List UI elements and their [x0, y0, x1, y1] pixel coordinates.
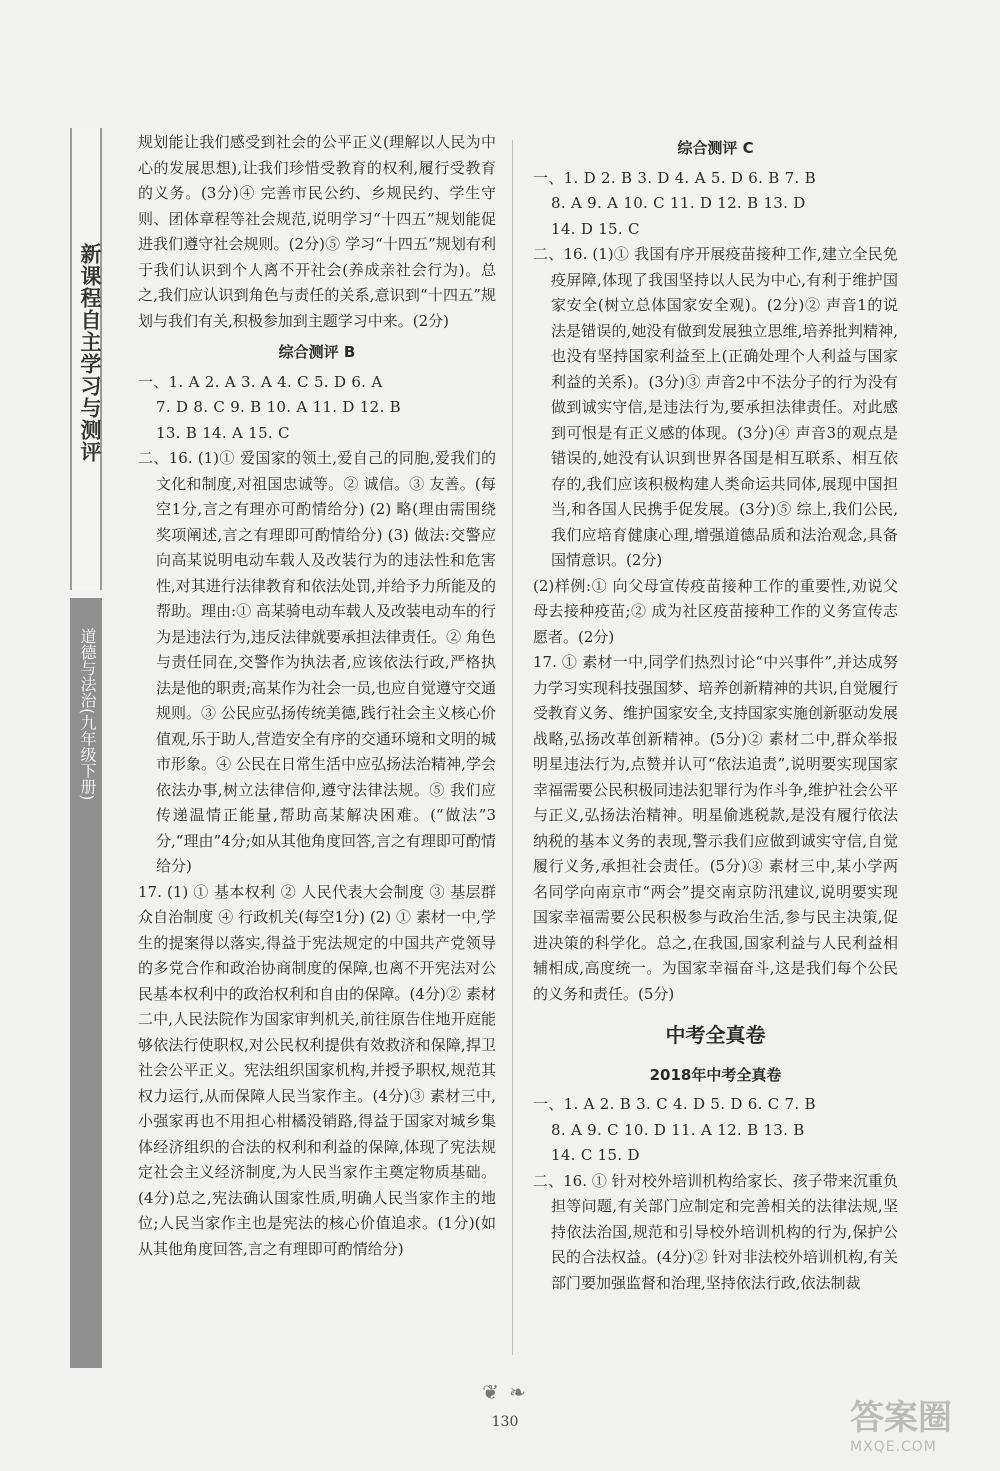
answer-line: 14. D 15. C: [551, 219, 640, 238]
question-16-c-part2: (2)样例:① 向父母宣传疫苗接种工作的重要性,劝说父母去接种疫苗;② 成为社区疫苗接种工作的义务宣传志愿者。(2分): [533, 576, 898, 646]
subject-label: 道德与法治(九年级下册): [78, 628, 97, 801]
leaf-ornament-icon: ❦ ❧: [482, 1380, 528, 1404]
sidebar-subject-box: [70, 598, 102, 1368]
question-16-2018: 二、16. ① 针对校外培训机构给家长、孩子带来沉重负担等问题,有关部门应制定和完善相关的法律法规,坚持依法治国,规范和引导校外培训机构的行为,保护公民的合法权益。(4分)② 针对非法校外培训机构,有关部门要加强监督和治理,坚持依法行政,依法制裁: [533, 1171, 898, 1292]
heading-2018: 2018年中考全真卷: [649, 1065, 782, 1084]
watermark-url: MXQE.COM: [850, 1439, 937, 1455]
question-16-c: 二、16. (1)① 我国有序开展疫苗接种工作,建立全民免疫屏障,体现了我国坚持以人民为中心,有利于维护国家安全(树立总体国家安全观)。(2分)② 声音1的说法是错误的,她没有做到发展独立思维,培养批判精神,也没有坚持国家利益至上(正确处理个人利益与国家利益的关系)。(3分)③ 声音2中不法分子的行为没有做到诚实守信,是违法行为,要承担法律责任。对此感到可恨是有正义感的体现。(3分)④ 声音3的观点是错误的,她没有认识到世界各国是相互联系、相互依存的,我们应该积极构建人类命运共同体,展现中国担当,和各国人民携手促发展。(3分)⑤ 综上,我们公民,我们应培育健康心理,增强道德品质和法治观念,具备国情意识。(2分): [533, 245, 898, 569]
answer-line: 一、1. A 2. B 3. C 4. D 5. D 6. C 7. B: [533, 1095, 816, 1113]
watermark-logo: [850, 1390, 980, 1460]
page-footer: [430, 1380, 580, 1430]
question-16-b: 二、16. (1)① 爱国家的领土,爱自己的同胞,爱我们的文化和制度,对祖国忠诚等。② 诚信。③ 友善。(每空1分,言之有理亦可酌情给分) (2) 略(理由需围绕奖项阐述,言之有理即可酌情给分) (3) 做法:交警应向高某说明电动车载人及改装行为的违法性和危害性,对其进行法律教育和依法处罚,并给予力所能及的帮助。理由:① 高某骑电动车载人及改装电动车的行为是违法行为,违反法律就要承担法律责任。② 角色与责任同在,交警作为执法者,应该依法行政,严格执法是他的职责;高某作为社会一员,也应自觉遵守交通规则。③ 公民应弘扬传统美德,践行社会主义核心价值观,乐于助人,营造安全有序的交通环境和文明的城市形象。④ 公民在日常生活中应弘扬法治精神,学会依法办事,树立法律信仰,遵守法律法规。⑤ 我们应传递温情正能量,帮助高某解决困难。(“做法”3分,“理由”4分;如从其他角度回答,言之有理即可酌情给分): [138, 449, 496, 875]
answer-line: 14. C 15. D: [551, 1146, 640, 1164]
heading-test-c: 综合测评 C: [677, 139, 754, 157]
answer-line: 一、1. D 2. B 3. D 4. A 5. D 6. B 7. B: [533, 168, 816, 187]
sidebar-title-box: [70, 128, 102, 590]
answer-line: 8. A 9. A 10. C 11. D 12. B 13. D: [551, 194, 806, 212]
watermark-text: 答案圈: [850, 1398, 952, 1438]
page-number: 130: [491, 1414, 519, 1430]
right-column: [533, 130, 898, 1296]
answer-line: 7. D 8. C 9. B 10. A 11. D 12. B: [156, 398, 401, 416]
left-column: [138, 130, 496, 1262]
sidebar: [70, 128, 102, 1368]
column-divider: [512, 140, 513, 1355]
answer-line: 13. B 14. A 15. C: [156, 423, 290, 442]
answer-line: 一、1. A 2. A 3. A 4. C 5. D 6. A: [138, 372, 383, 391]
intro-paragraph: 规划能让我们感受到社会的公平正义(理解以人民为中心的发展思想),让我们珍惜受教育的权利,履行受教育的义务。(3分)④ 完善市民公约、乡规民约、学生守则、团体章程等社会规范,说明学习“十四五”规划能促进我们遵守社会规则。(2分)⑤ 学习“十四五”规划有利于我们认识到个人离不开社会(养成亲社会行为)。总之,我们应认识到角色与责任的关系,意识到“十四五”规划与我们有关,积极参加到主题学习中来。(2分): [138, 133, 496, 330]
question-17-c: 17. ① 素材一中,同学们热烈讨论“中兴事件”,并达成努力学习实现科技强国梦、培养创新精神的共识,自觉履行受教育义务、维护国家安全,支持国家实施创新驱动发展战略,弘扬改革创新精神。(5分)② 素材二中,群众举报明星违法行为,点赞并认可“依法追责”,说明要实现国家幸福需要公民积极同违法犯罪行为作斗争,维护社会公平与正义,弘扬法治精神。明星偷逃税款,是没有履行依法纳税的基本义务的表现,警示我们应做到诚实守信,自觉履行义务,承担社会责任。(5分)③ 素材三中,某小学两名同学向南京市“两会”提交南京防汛建议,说明要实现国家幸福需要公民积极参与政治生活,参与民主决策,促进决策的科学化。总之,在我国,国家利益与人民利益相辅相成,高度统一。为国家幸福奋斗,这是我们每个公民的义务和责任。(5分): [533, 653, 898, 1003]
book-title: 新课程自主学习与测评: [78, 243, 102, 463]
question-17-b: 17. (1) ① 基本权利 ② 人民代表大会制度 ③ 基层群众自治制度 ④ 行政机关(每空1分) (2) ① 素材一中,学生的提案得以落实,得益于宪法规定的中国共产党领导的多党合作和政治协商制度的保障,也离不开宪法对公民基本权利中的政治权利和自由的保障。(4分)② 素材二中,人民法院作为国家审判机关,前往原告住地开庭能够依法行使职权,对公民权利提供有效救济和保障,捍卫社会公平正义。宪法组织国家机构,并授予职权,规范其权力运行,从而保障人民当家作主。(4分)③ 素材三中,小强家再也不用担心柑橘没销路,得益于国家对城乡集体经济组织的合法的权利和利益的保障,体现了宪法规定社会主义经济制度,为人民当家作主奠定物质基础。(4分)总之,宪法确认国家性质,明确人民当家作主的地位;人民当家作主也是宪法的核心价值追求。(1分)(如从其他角度回答,言之有理即可酌情给分): [138, 882, 496, 1258]
heading-test-b: 综合测评 B: [278, 343, 356, 361]
answer-line: 8. A 9. C 10. D 11. A 12. B 13. B: [551, 1120, 805, 1139]
heading-zhongkao: 中考全真卷: [665, 1023, 766, 1047]
